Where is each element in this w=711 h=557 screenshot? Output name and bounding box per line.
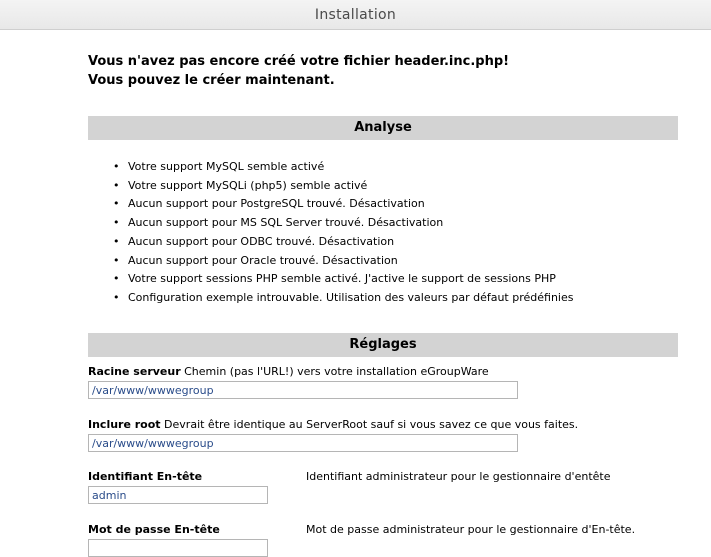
list-item: • Aucun support pour PostgreSQL trouvé. Désactivation: [88, 195, 573, 214]
server-root-input[interactable]: /var/www/wwwegroup: [88, 381, 518, 399]
intro-line-2: Vous pouvez le créer maintenant.: [88, 73, 335, 88]
list-item: • Votre support MySQL semble activé: [88, 158, 573, 177]
header-user-label-row: [88, 470, 202, 483]
header-password-hint: Mot de passe administrateur pour le gestionnaire d'En-tête.: [306, 523, 636, 536]
list-item: • Votre support MySQLi (php5) semble activé: [88, 177, 573, 196]
header-user-label: Identifiant En-tête: [88, 470, 203, 483]
list-item: • Aucun support pour ODBC trouvé. Désactivation: [88, 233, 573, 252]
header-password-label-row: [88, 523, 220, 536]
header-password-label: Mot de passe En-tête: [88, 523, 220, 536]
header-password-input[interactable]: [88, 539, 268, 557]
list-item: • Votre support sessions PHP semble activé. J'active le support de sessions PHP: [88, 270, 573, 289]
server-root-label: Racine serveur: [88, 365, 181, 378]
include-root-label: Inclure root: [88, 418, 161, 431]
include-root-label-row: [88, 418, 578, 431]
intro-heading: [88, 52, 509, 90]
include-root-input[interactable]: /var/www/wwwegroup: [88, 434, 518, 452]
list-item: • Configuration exemple introuvable. Utilisation des valeurs par défaut prédéfinies: [88, 289, 573, 308]
header-user-hint: Identifiant administrateur pour le gestionnaire d'entête: [306, 470, 611, 483]
list-item: • Aucun support pour MS SQL Server trouvé. Désactivation: [88, 214, 573, 233]
include-root-hint: Devrait être identique au ServerRoot sauf si vous savez ce que vous faites.: [160, 418, 579, 431]
header-user-input[interactable]: admin: [88, 486, 268, 504]
title-bar: [0, 0, 711, 30]
analyse-list: [88, 158, 573, 308]
server-root-label-row: [88, 365, 489, 378]
intro-line-1: Vous n'avez pas encore créé votre fichier header.inc.php!: [88, 54, 510, 69]
window-title: Installation: [314, 7, 397, 23]
server-root-hint: Chemin (pas l'URL!) vers votre installation eGroupWare: [180, 365, 489, 378]
analyse-section-header: Analyse: [88, 116, 678, 140]
reglages-section-header: Réglages: [88, 333, 678, 357]
list-item: • Aucun support pour Oracle trouvé. Désactivation: [88, 252, 573, 271]
